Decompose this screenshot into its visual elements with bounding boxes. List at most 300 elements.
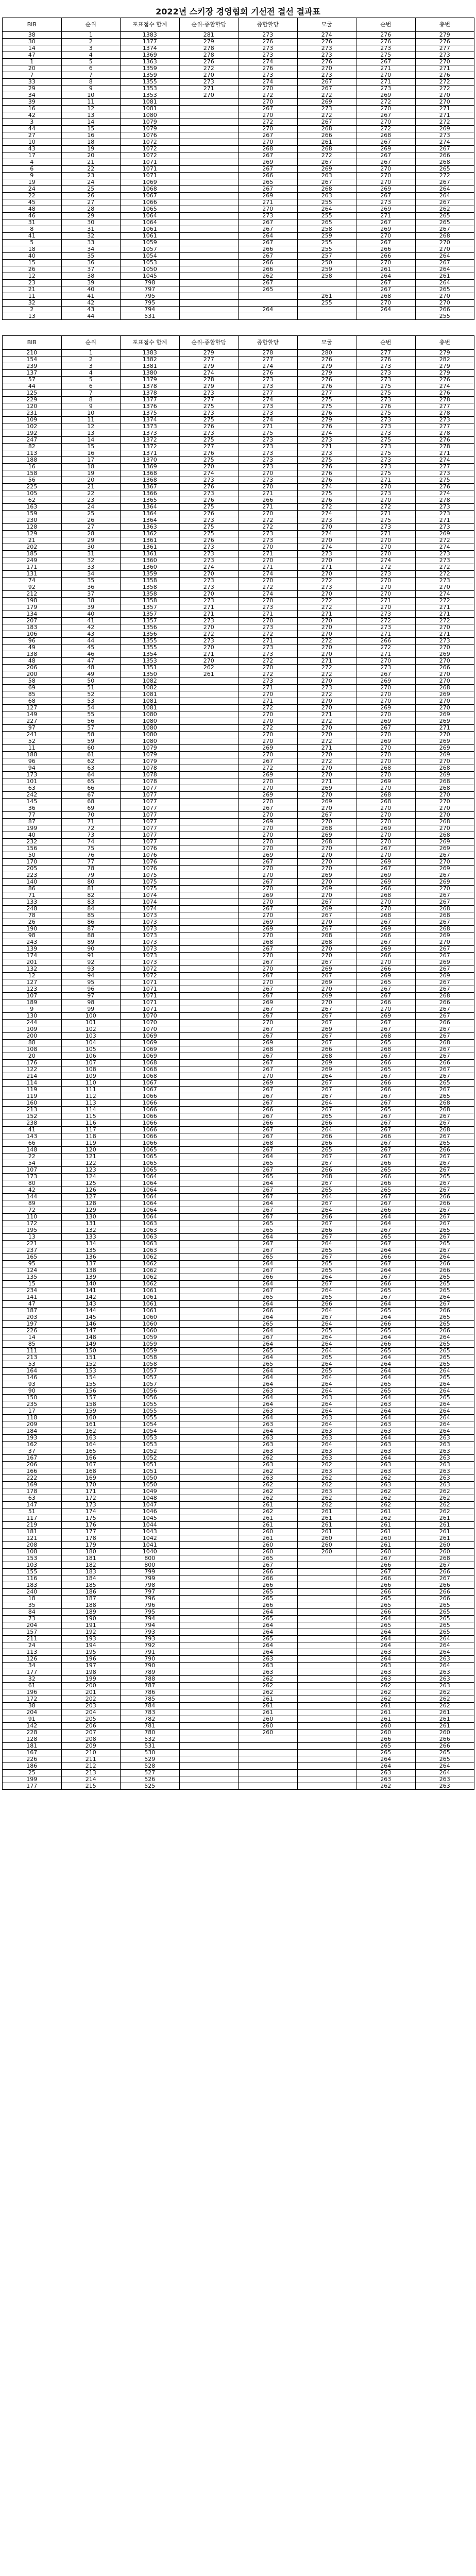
table-cell: 270 [297,752,356,758]
table-cell: 275 [179,524,239,531]
table-cell: 267 [297,1040,356,1046]
table-cell [179,919,239,926]
table-spacer [0,320,476,335]
table-cell: 270 [179,645,239,651]
table-cell [179,1207,239,1214]
table-cell: 270 [356,537,416,544]
table-cell [179,1669,239,1676]
table-cell: 265 [356,1743,416,1750]
table-row [3,377,474,383]
table-cell [297,1616,356,1622]
table-cell [356,313,416,320]
table-cell: 264 [415,1763,474,1770]
table-cell: 147 [61,1328,121,1334]
table-row [3,785,474,792]
table-cell: 796 [121,1602,180,1609]
table-cell: 96 [3,638,62,645]
table-cell [239,1783,298,1790]
table-cell: 273 [297,52,356,59]
table-row [3,1080,474,1087]
table-cell: 279 [415,32,474,39]
table-row [3,1743,474,1750]
table-cell: 15 [3,1281,62,1287]
table-row [3,280,474,286]
table-cell: 264 [297,1194,356,1200]
table-cell [297,1770,356,1776]
table-cell: 270 [179,624,239,631]
table-cell: 3 [61,45,121,52]
table-cell: 234 [3,1287,62,1294]
table-cell: 44 [61,313,121,320]
table-row [3,1442,474,1448]
table-cell: 268 [297,839,356,845]
table-cell: 51 [61,685,121,691]
table-cell [297,1689,356,1696]
table-cell [179,273,239,280]
table-cell: 787 [121,1683,180,1689]
table-cell: 273 [356,624,416,631]
table-cell: 797 [121,286,180,293]
table-cell: 27 [61,524,121,531]
table-cell: 276 [415,484,474,490]
table-cell: 266 [356,999,416,1006]
table-row [3,598,474,604]
table-cell: 275 [179,437,239,444]
table-row [3,1006,474,1013]
table-cell: 267 [356,866,416,872]
table-cell: 264 [356,1656,416,1663]
table-cell: 261 [356,1522,416,1529]
table-cell: 270 [239,732,298,738]
table-cell: 261 [239,1703,298,1709]
table-cell: 269 [356,705,416,711]
table-cell: 267 [239,1100,298,1107]
table-cell [179,819,239,825]
table-cell: 266 [415,1020,474,1026]
table-cell: 267 [356,193,416,199]
table-cell: 51 [3,1509,62,1515]
column-header: 종합할당 [239,336,298,350]
table-cell: 794 [121,1616,180,1622]
table-cell: 264 [415,1770,474,1776]
table-row [3,651,474,658]
table-cell: 279 [297,417,356,423]
table-cell: 273 [239,651,298,658]
table-cell: 270 [356,300,416,307]
table-cell: 264 [356,1214,416,1221]
table-cell [179,1247,239,1254]
table-cell [179,1160,239,1167]
table-cell: 273 [179,430,239,437]
table-cell: 273 [239,444,298,450]
table-cell: 1356 [121,624,180,631]
table-cell [297,1649,356,1656]
table-cell: 270 [356,906,416,912]
table-cell: 265 [356,1287,416,1294]
table-cell: 260 [356,1723,416,1730]
table-cell: 267 [297,1020,356,1026]
table-cell: 1376 [121,403,180,410]
table-cell: 107 [61,1060,121,1066]
table-cell [179,286,239,293]
table-cell: 29 [61,537,121,544]
table-row [3,219,474,226]
table-cell: 272 [179,65,239,72]
table-row [3,397,474,403]
table-cell [179,1696,239,1703]
table-cell: 1079 [121,752,180,758]
table-cell: 5 [3,240,62,246]
table-cell: 269 [239,892,298,899]
table-cell: 44 [3,126,62,132]
table-cell: 267 [239,166,298,173]
table-cell: 106 [61,1053,121,1060]
table-cell: 273 [239,450,298,457]
table-cell: 270 [415,859,474,866]
table-cell: 267 [239,1053,298,1060]
table-cell: 262 [239,1455,298,1462]
table-cell [179,106,239,112]
table-cell: 1065 [121,1147,180,1154]
table-cell: 263 [356,1421,416,1428]
table-cell: 212 [61,1763,121,1770]
table-cell: 273 [179,598,239,604]
table-cell: 13 [3,313,62,320]
table-row [3,678,474,685]
table-cell: 795 [121,300,180,307]
table-cell: 14 [3,45,62,52]
table-row [3,1154,474,1160]
table-cell: 273 [179,584,239,591]
table-cell [297,1783,356,1790]
table-cell [179,1301,239,1308]
table-cell: 265 [356,1750,416,1756]
table-cell [179,1154,239,1160]
table-row [3,1609,474,1616]
table-cell [179,966,239,973]
table-cell: 38 [61,598,121,604]
table-cell: 1073 [121,939,180,946]
table-header-row [3,18,474,32]
table-cell: 43 [3,146,62,152]
table-cell: 271 [297,745,356,752]
table-cell: 267 [356,1294,416,1301]
table-cell: 269 [415,752,474,758]
table-cell: 267 [356,1093,416,1100]
table-cell: 266 [356,1087,416,1093]
table-row [3,1408,474,1415]
table-cell: 270 [239,886,298,892]
table-cell: 267 [356,139,416,146]
table-row [3,1287,474,1294]
table-cell: 271 [356,651,416,658]
table-row [3,551,474,557]
table-cell [179,1026,239,1033]
table-row [3,778,474,785]
table-cell: 155 [3,1569,62,1575]
table-cell: 12 [3,973,62,979]
table-cell: 197 [61,1663,121,1669]
table-cell [179,832,239,839]
table-cell [179,1100,239,1107]
table-cell: 1069 [121,1046,180,1053]
table-cell: 268 [356,792,416,799]
table-cell: 18 [3,1596,62,1602]
table-cell: 31 [61,551,121,557]
table-cell: 263 [297,173,356,179]
table-cell: 266 [356,953,416,959]
table-cell: 269 [356,973,416,979]
table-cell: 1046 [121,1509,180,1515]
table-cell: 30 [61,544,121,551]
table-cell: 268 [297,1174,356,1180]
table-cell: 1059 [121,1334,180,1341]
table-row [3,1033,474,1040]
table-cell: 16 [61,132,121,139]
table-cell: 1 [61,350,121,357]
table-cell: 28 [61,531,121,537]
table-cell: 266 [415,1267,474,1274]
table-row [3,52,474,59]
table-cell: 188 [3,752,62,758]
table-cell: 1078 [121,765,180,772]
table-row [3,1602,474,1609]
table-cell: 267 [415,1221,474,1227]
table-cell: 20 [3,1053,62,1060]
table-cell: 270 [297,705,356,711]
table-cell: 27 [3,132,62,139]
table-cell: 264 [356,1395,416,1401]
table-cell: 184 [3,1428,62,1435]
table-cell: 261 [415,1529,474,1535]
table-cell: 11 [3,293,62,300]
table-cell: 270 [356,852,416,859]
table-cell: 270 [179,72,239,79]
table-cell: 270 [415,758,474,765]
column-header: 종합할당 [239,18,298,32]
table-cell: 270 [356,591,416,598]
table-cell: 264 [239,1368,298,1375]
table-cell: 265 [297,1187,356,1194]
table-cell: 1351 [121,665,180,671]
table-cell [179,758,239,765]
table-cell: 267 [415,1013,474,1020]
table-cell: 1047 [121,1502,180,1509]
table-cell: 260 [239,1730,298,1736]
table-cell: 1374 [121,417,180,423]
table-cell [179,1221,239,1227]
table-row [3,206,474,213]
table-cell: 267 [239,1006,298,1013]
table-cell [179,1227,239,1234]
table-cell [297,1569,356,1575]
table-cell: 103 [3,1562,62,1569]
table-cell: 21 [61,484,121,490]
table-row [3,658,474,665]
table-cell [179,1442,239,1448]
table-cell: 1064 [121,1194,180,1200]
table-row [3,273,474,280]
table-cell [179,912,239,919]
table-cell: 799 [121,1569,180,1575]
page-title: 2022년 스키장 경영협회 기선전 결선 결과표 [156,7,320,16]
table-cell: 270 [297,631,356,638]
table-cell: 32 [3,1676,62,1683]
table-cell: 273 [297,72,356,79]
table-cell: 270 [239,899,298,906]
table-cell: 270 [356,785,416,792]
table-row [3,1515,474,1522]
table-cell: 272 [297,738,356,745]
table-cell: 260 [415,1542,474,1549]
table-cell: 269 [356,146,416,152]
table-cell: 26 [3,919,62,926]
table-cell: 261 [415,1522,474,1529]
table-cell: 273 [239,604,298,611]
table-row [3,1348,474,1354]
table-cell: 195 [3,1227,62,1234]
table-cell: 186 [3,1763,62,1770]
table-cell: 141 [61,1287,121,1294]
table-cell [179,1421,239,1428]
table-cell [239,300,298,307]
table-cell: 261 [239,1502,298,1509]
table-cell: 1071 [121,979,180,986]
table-cell: 271 [356,631,416,638]
table-cell: 206 [3,665,62,671]
table-cell [179,1060,239,1066]
table-cell: 122 [3,1066,62,1073]
table-cell: 272 [415,79,474,86]
table-cell: 62 [61,758,121,765]
table-cell: 1078 [121,772,180,778]
table-cell: 201 [61,1689,121,1696]
table-cell: 267 [415,1113,474,1120]
table-cell: 6 [61,383,121,390]
table-cell: 18 [3,246,62,253]
table-cell: 16 [3,106,62,112]
table-cell: 92 [3,584,62,591]
table-cell: 273 [415,417,474,423]
table-cell [179,199,239,206]
table-cell: 1081 [121,99,180,106]
table-cell: 267 [239,152,298,159]
table-row [3,1509,474,1515]
table-cell: 264 [356,1763,416,1770]
table-cell: 215 [61,1783,121,1790]
table-cell: 267 [415,1033,474,1040]
table-cell: 263 [415,1468,474,1475]
table-cell: 270 [239,778,298,785]
table-cell: 270 [297,645,356,651]
table-row [3,611,474,618]
table-row [3,1354,474,1361]
table-cell: 270 [239,544,298,551]
table-cell: 1079 [121,126,180,132]
table-cell: 23 [61,173,121,179]
results-table-1 [2,18,474,320]
table-row [3,544,474,551]
table-cell: 7 [61,72,121,79]
table-cell: 264 [297,1375,356,1381]
table-cell: 267 [297,912,356,919]
table-cell: 267 [356,1569,416,1575]
table-cell: 58 [3,678,62,685]
table-cell: 250 [297,260,356,266]
table-cell: 267 [415,872,474,879]
table-cell: 272 [297,504,356,511]
table-cell: 277 [415,403,474,410]
table-cell: 37 [3,1448,62,1455]
table-cell: 135 [3,1274,62,1281]
table-cell: 261 [356,1703,416,1709]
table-cell: 158 [61,1401,121,1408]
table-cell: 267 [356,1147,416,1154]
table-cell: 275 [356,437,416,444]
table-cell: 264 [239,1649,298,1656]
table-row [3,1542,474,1549]
table-cell: 265 [297,1294,356,1301]
table-cell: 271 [239,490,298,497]
table-cell: 264 [239,1234,298,1241]
table-row [3,966,474,973]
table-cell: 255 [297,199,356,206]
table-cell: 1069 [121,1040,180,1046]
table-cell: 267 [239,1060,298,1066]
table-cell: 277 [415,423,474,430]
table-row [3,1455,474,1462]
table-cell: 271 [297,564,356,571]
table-cell: 172 [61,1495,121,1502]
table-cell: 16 [3,464,62,470]
table-cell: 263 [297,1395,356,1401]
table-cell: 169 [61,1475,121,1482]
table-cell: 273 [415,511,474,517]
table-cell: 273 [239,45,298,52]
table-cell: 264 [239,233,298,240]
table-cell: 275 [356,517,416,524]
table-cell: 116 [61,1120,121,1127]
table-cell: 267 [356,152,416,159]
table-row [3,1140,474,1147]
table-cell: 102 [61,1026,121,1033]
table-cell: 179 [3,604,62,611]
table-cell [179,1133,239,1140]
table-cell: 1062 [121,1261,180,1267]
table-cell [179,812,239,819]
table-cell: 272 [356,645,416,651]
table-cell: 266 [415,1147,474,1154]
table-cell: 34 [61,571,121,578]
table-cell: 276 [179,423,239,430]
table-cell: 270 [297,524,356,531]
table-cell: 268 [356,765,416,772]
table-row [3,484,474,490]
table-cell: 267 [415,1120,474,1127]
table-cell: 264 [415,1294,474,1301]
table-cell: 262 [239,1495,298,1502]
table-cell: 1066 [121,199,180,206]
table-cell: 266 [297,1046,356,1053]
table-cell: 259 [297,266,356,273]
table-cell: 273 [356,423,416,430]
table-cell: 167 [3,1455,62,1462]
table-cell [179,825,239,832]
table-cell: 261 [239,1709,298,1716]
table-cell: 264 [239,1375,298,1381]
table-cell: 262 [356,1515,416,1522]
table-cell: 264 [356,1435,416,1442]
